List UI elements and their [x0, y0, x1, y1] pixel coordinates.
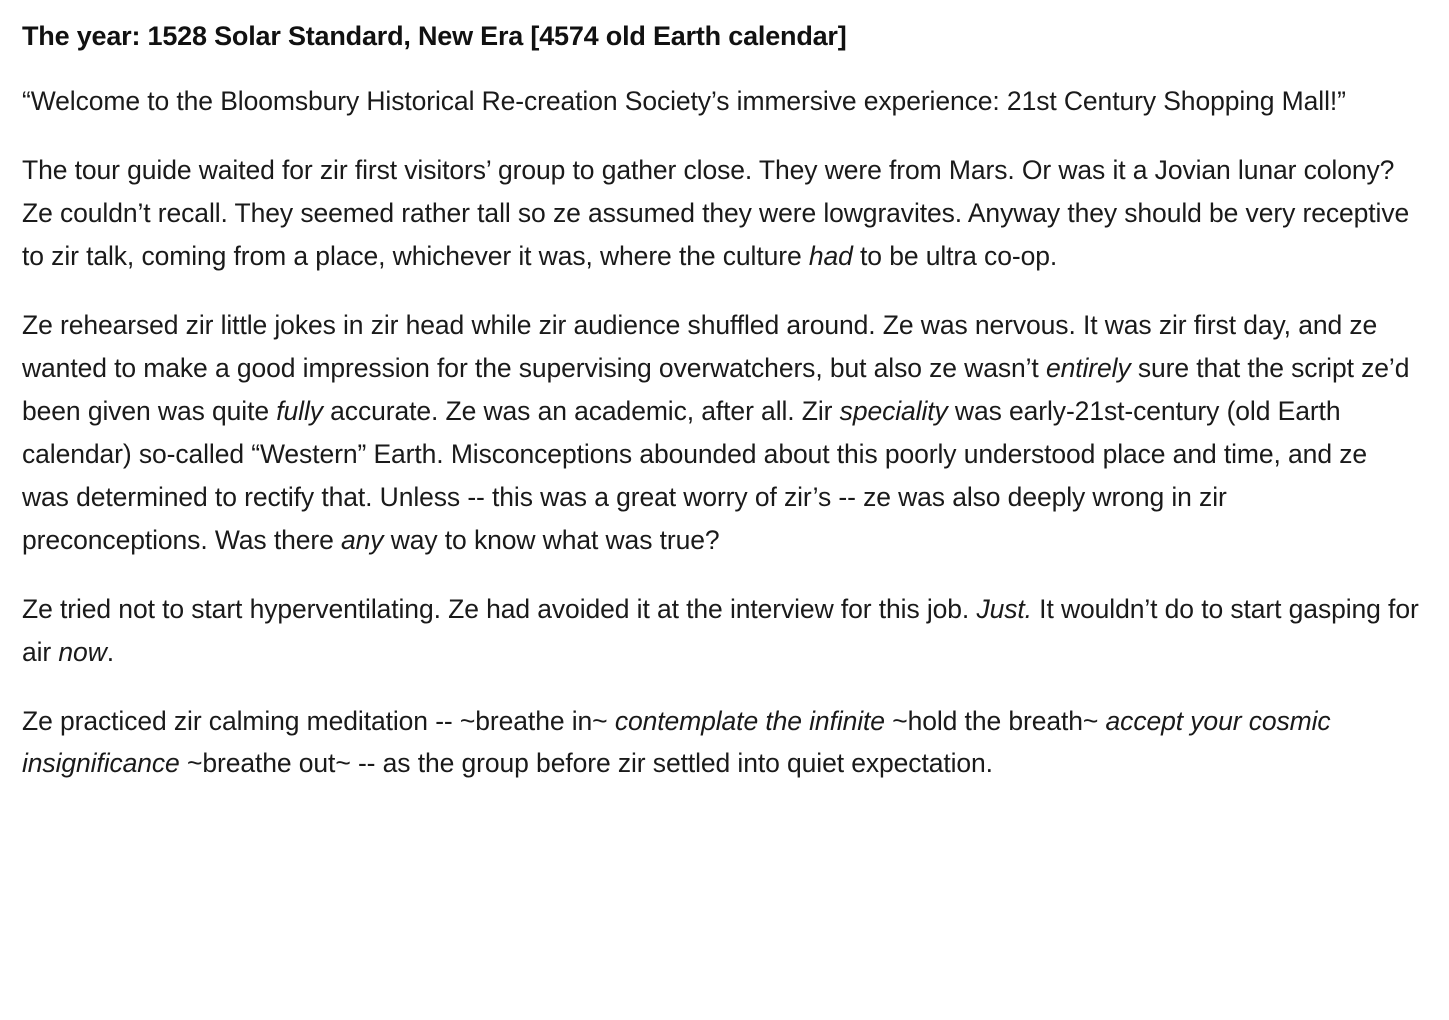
- body-text: to be ultra co-op.: [852, 241, 1058, 272]
- body-text: The tour guide waited for zir first visitors’ group to gather close. They were from Mars. Or was it a Jovian lunar colony? Ze couldn’t recall. They seemed rather tall so ze assumed they were lowgravites. Anyway they should be very receptive to zir talk, coming from a place, whichever it was, where the culture: [22, 155, 1410, 272]
- emphasis-text: entirely: [1045, 353, 1131, 384]
- body-text: Ze tried not to start hyperventilating. Ze had avoided it at the interview for this job.: [22, 593, 977, 624]
- body-text: sure that the script ze’d been given was quite: [22, 353, 1410, 426]
- body-text: .: [106, 636, 115, 667]
- body-text: ~breathe out~ -- as the group before zir settled into quiet expectation.: [179, 748, 993, 779]
- body-text: Ze practiced zir calming meditation -- ~breathe in~: [22, 705, 615, 736]
- body-text: Ze rehearsed zir little jokes in zir head while zir audience shuffled around. Ze was nervous. It was zir first day, and ze wanted to make a good impression for the supervising overwatchers, but also ze wasn’t: [22, 310, 1378, 384]
- paragraph-welcome-quote: [22, 80, 1419, 123]
- emphasis-text: any: [341, 524, 384, 555]
- paragraph-list: [22, 80, 1419, 785]
- body-text: accurate. Ze was an academic, after all. Zir: [322, 395, 840, 426]
- emphasis-text: now: [58, 636, 107, 667]
- emphasis-text: contemplate the infinite: [614, 705, 885, 736]
- paragraph-hyperventilating: [22, 588, 1419, 674]
- body-text: way to know what was true?: [383, 524, 720, 555]
- emphasis-text: had: [808, 241, 853, 272]
- emphasis-text: speciality: [839, 395, 948, 426]
- paragraph-rehearsed-jokes: [22, 304, 1419, 562]
- body-text: was early-21st-century (old Earth calendar) so-called “Western” Earth. Misconceptions abounded about this poorly understood place and time, and ze was determined to rectify that. Unless -- this was a great worry of zir’s -- ze was also deeply wrong in zir preconceptions. Was there: [22, 395, 1368, 555]
- body-text: “Welcome to the Bloomsbury Historical Re-creation Society’s immersive experience: 21st Century Shopping Mall!”: [22, 86, 1346, 117]
- body-text: ~hold the breath~: [884, 705, 1106, 736]
- emphasis-text: accept your cosmic insignificance: [22, 705, 1331, 779]
- paragraph-calming-meditation: [22, 700, 1419, 786]
- page-title: The year: 1528 Solar Standard, New Era [4574 old Earth calendar]: [22, 21, 847, 51]
- paragraph-tour-guide: [22, 149, 1419, 278]
- emphasis-text: Just.: [976, 593, 1032, 624]
- emphasis-text: fully: [276, 395, 323, 426]
- body-text: It wouldn’t do to start gasping for air: [22, 593, 1419, 667]
